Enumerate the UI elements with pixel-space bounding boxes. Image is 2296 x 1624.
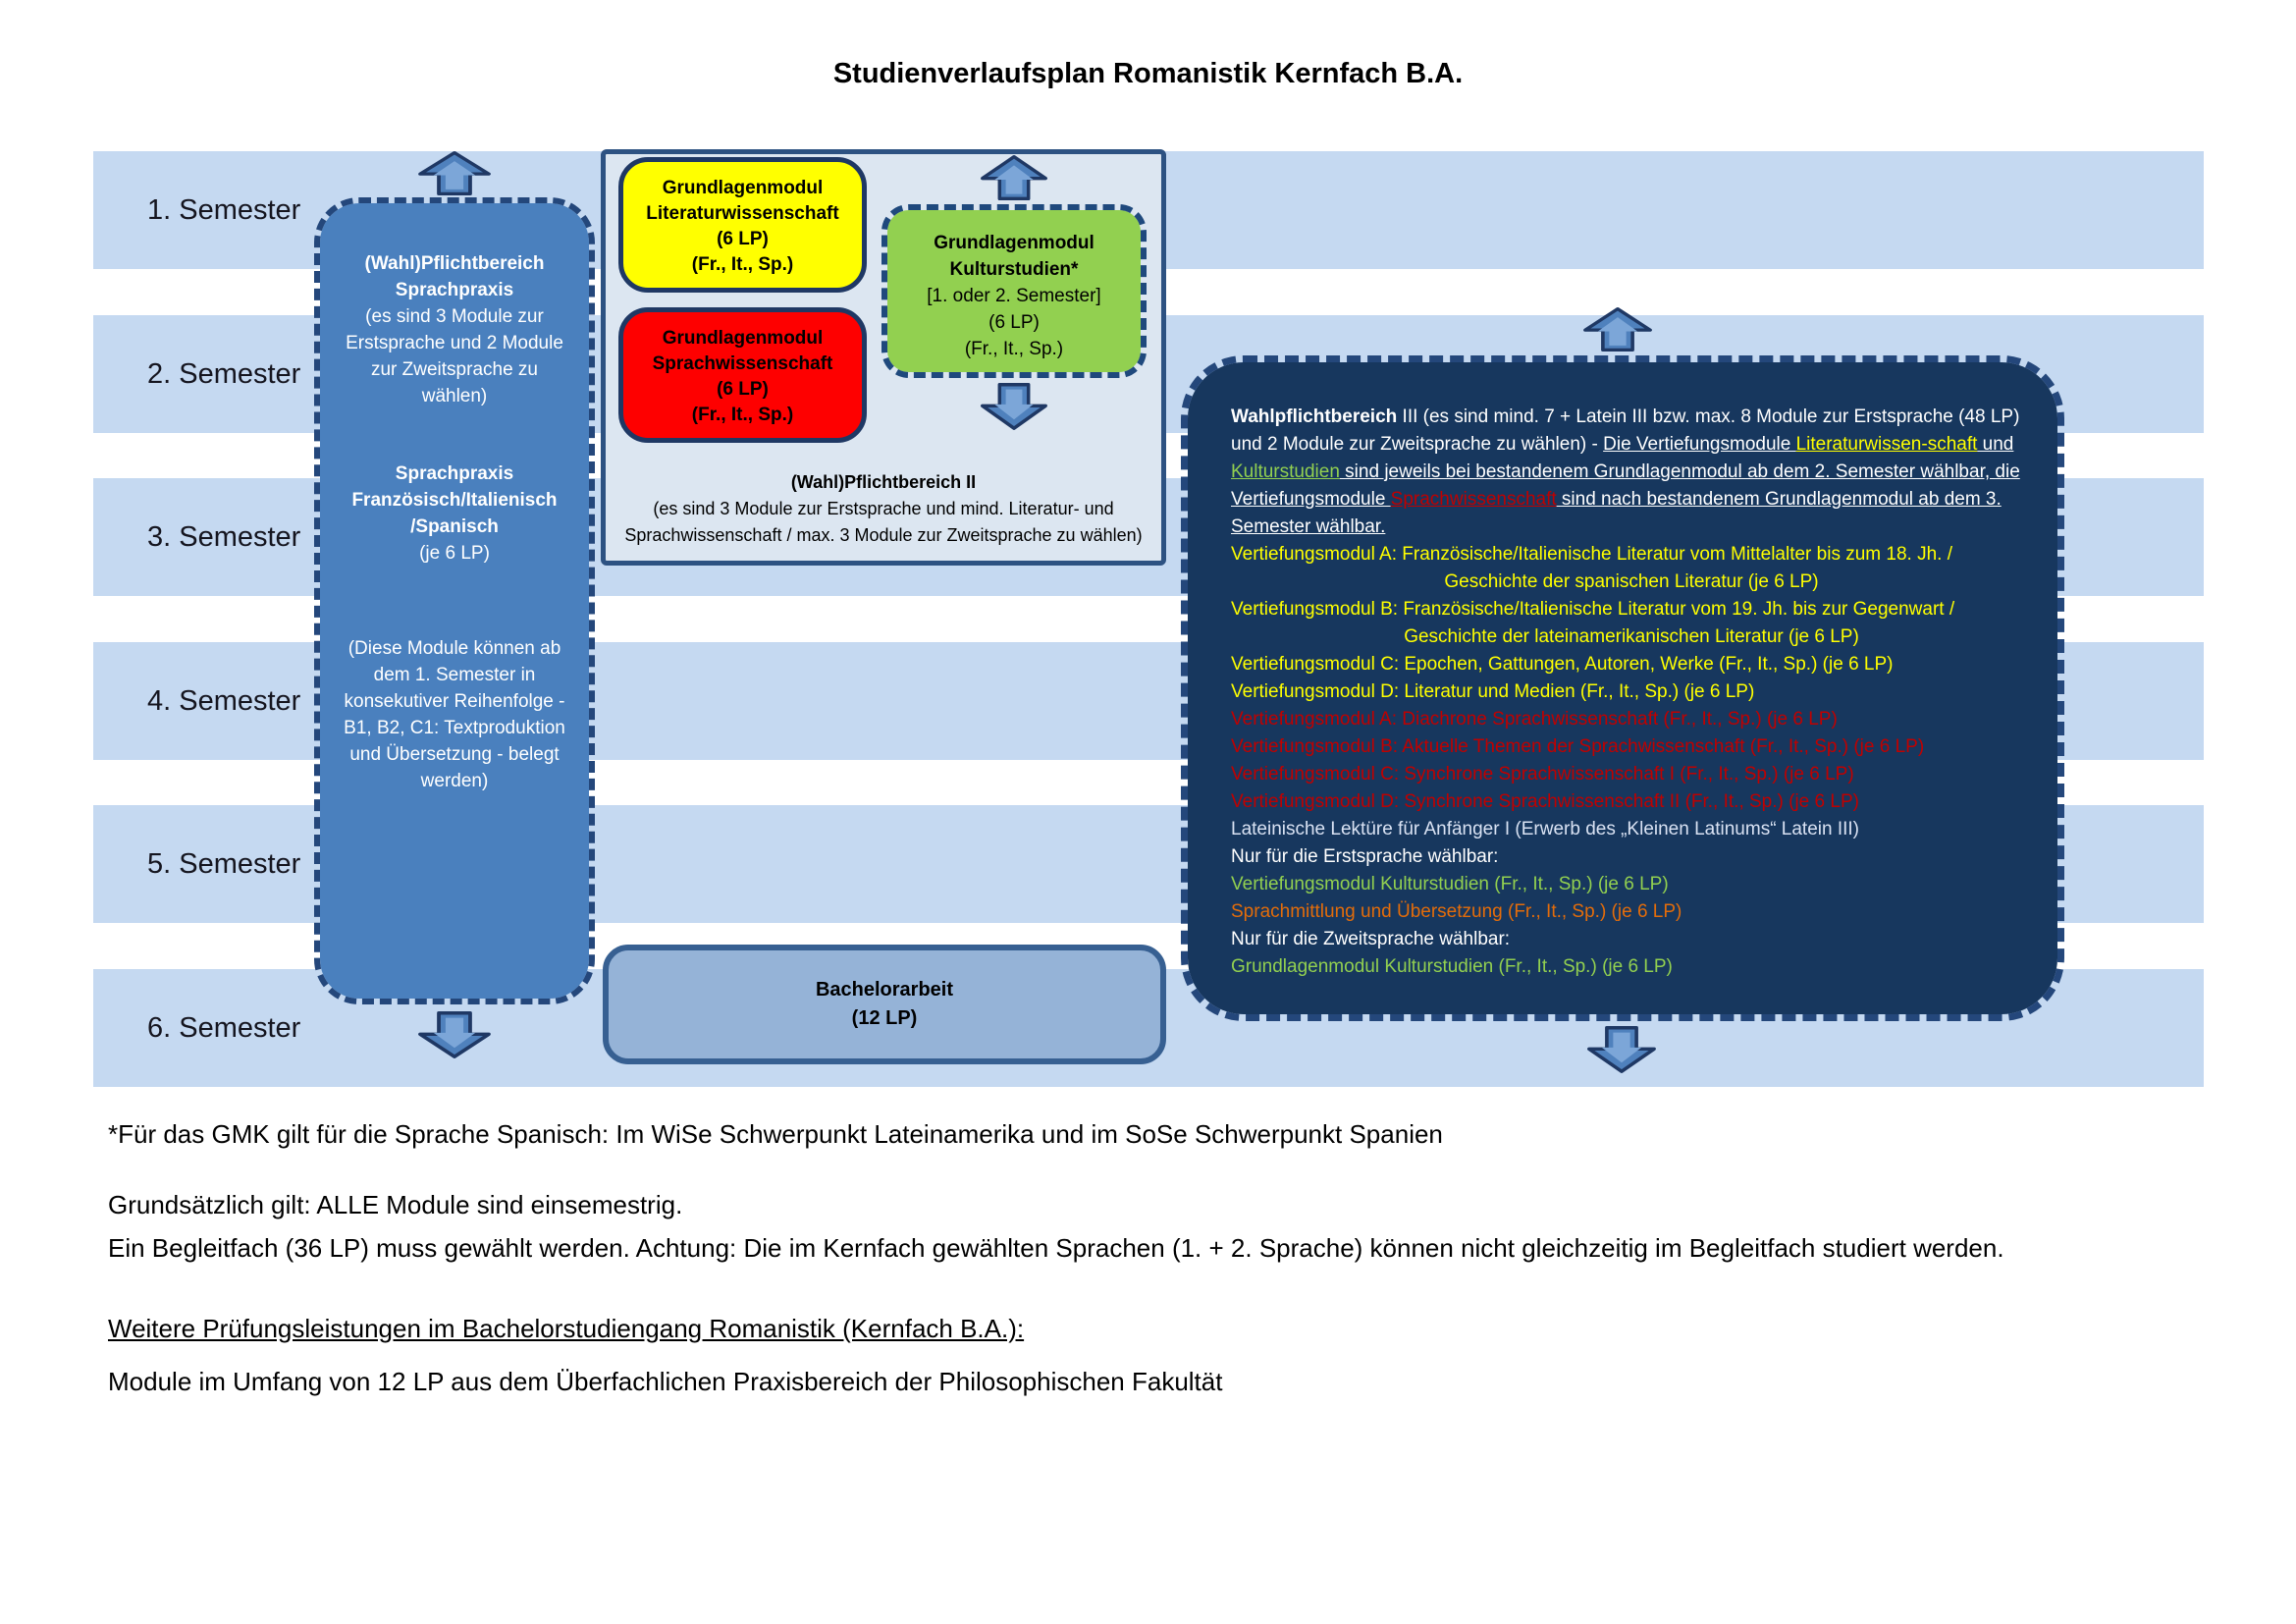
footnote-rule1: Grundsätzlich gilt: ALLE Module sind einsemestrig. bbox=[108, 1190, 683, 1219]
module-line: [1. oder 2. Semester] bbox=[927, 286, 1101, 306]
sprachpraxis-lp: (je 6 LP) bbox=[419, 543, 490, 564]
wahlpflichtbereich-2-note1: (es sind 3 Module zur Erstsprache und mind. Literatur- und bbox=[653, 499, 1114, 518]
wahlpflichtbereich-3-module-list bbox=[1231, 541, 2032, 981]
sprachpraxis-note: (es sind 3 Module zur Erstsprache und 2 Module zur Zweitsprache zu wählen) bbox=[346, 306, 563, 406]
module-line: (Fr., It., Sp.) bbox=[691, 254, 794, 275]
spacer bbox=[340, 409, 569, 460]
intro-segment: sind nach bestandenem Grundlagenmodul ab dem 3. Semester wählbar. bbox=[1231, 489, 2002, 537]
module-list-line: Grundlagenmodul Kulturstudien (Fr., It., Sp.) (je 6 LP) bbox=[1231, 956, 1673, 977]
sprachpraxis-title2: Sprachpraxis bbox=[395, 280, 514, 300]
intro-segment: sind jeweils bei bestandenem Grundlagenmodul ab dem 2. Semester wählbar, die Vertiefungsmodule bbox=[1231, 461, 2020, 510]
module-list-line: Nur für die Zweitsprache wählbar: bbox=[1231, 929, 1511, 949]
arrow-down-icon bbox=[980, 382, 1048, 431]
arrow-up-icon bbox=[980, 154, 1048, 201]
module-line: (Fr., It., Sp.) bbox=[964, 339, 1064, 359]
sprachpraxis-box bbox=[314, 197, 595, 1004]
module-list-line: Geschichte der spanischen Literatur (je 6 LP) bbox=[1444, 571, 1819, 592]
intro-segment: Wahlpflichtbereich bbox=[1231, 406, 1398, 427]
intro-segment: Die Vertiefungsmodule bbox=[1603, 434, 1796, 455]
wahlpflichtbereich-3-box bbox=[1181, 355, 2064, 1021]
arrow-down-icon bbox=[1586, 1025, 1657, 1074]
semester-label: 2. Semester bbox=[147, 357, 301, 390]
arrow-down-icon bbox=[417, 1010, 492, 1059]
footnote-rule3: Module im Umfang von 12 LP aus dem Überfachlichen Praxisbereich der Philosophischen Fakultät bbox=[108, 1367, 1223, 1396]
module-list-line: Geschichte der lateinamerikanischen Literatur (je 6 LP) bbox=[1404, 626, 1859, 647]
module-list-line: Vertiefungsmodul C: Synchrone Sprachwissenschaft I (Fr., It., Sp.) (je 6 LP) bbox=[1231, 764, 1854, 785]
semester-label: 6. Semester bbox=[147, 1011, 301, 1044]
grundlagenmodul-kulturstudien-box bbox=[881, 204, 1147, 378]
module-line: (6 LP) bbox=[988, 312, 1040, 333]
module-list-line: Sprachmittlung und Übersetzung (Fr., It., Sp.) (je 6 LP) bbox=[1231, 901, 1682, 922]
footnote-rule2: Ein Begleitfach (36 LP) muss gewählt werden. Achtung: Die im Kernfach gewählten Sprachen (1. + 2. Sprache) können nicht gleichzeitig im Begleitfach studiert werden. bbox=[108, 1233, 2004, 1263]
module-list-line: Lateinische Lektüre für Anfänger I (Erwerb des „Kleinen Latinums“ Latein III) bbox=[1231, 819, 1860, 839]
module-list-line: Vertiefungsmodul C: Epochen, Gattungen, Autoren, Werke (Fr., It., Sp.) (je 6 LP) bbox=[1231, 654, 1894, 675]
module-list-line: Vertiefungsmodul B: Aktuelle Themen der Sprachwissenschaft (Fr., It., Sp.) (je 6 LP) bbox=[1231, 736, 1925, 757]
spacer bbox=[340, 567, 569, 635]
sprachpraxis-title: (Wahl)Pflichtbereich bbox=[364, 253, 545, 274]
semester-label: 3. Semester bbox=[147, 520, 301, 553]
sprachpraxis-sub1: Sprachpraxis bbox=[395, 463, 514, 484]
intro-segment: Literaturwissen-schaft bbox=[1795, 434, 1978, 455]
module-list-line: Nur für die Erstsprache wählbar: bbox=[1231, 846, 1499, 867]
footnote-heading: Weitere Prüfungsleistungen im Bachelorstudiengang Romanistik (Kernfach B.A.): bbox=[108, 1314, 1025, 1343]
intro-segment: und bbox=[1977, 434, 2014, 455]
module-line: Kulturstudien* bbox=[949, 259, 1079, 280]
module-list-line: Vertiefungsmodul A: Französische/Italienische Literatur vom Mittelalter bis zum 18. Jh. / bbox=[1231, 544, 1952, 565]
module-list-line: Vertiefungsmodul D: Synchrone Sprachwissenschaft II (Fr., It., Sp.) (je 6 LP) bbox=[1231, 791, 1859, 812]
sprachpraxis-sub3: /Spanisch bbox=[410, 516, 499, 537]
module-line: Literaturwissenschaft bbox=[646, 203, 839, 224]
bachelorarbeit-title: Bachelorarbeit bbox=[815, 979, 954, 1001]
intro-segment: III (es sind mind. 7 + Latein III bzw. max. 8 Module zur Erstsprache (48 LP) und 2 Module zur Zweitsprache zu wählen) - bbox=[1231, 406, 2020, 455]
module-line: Sprachwissenschaft bbox=[652, 353, 833, 374]
module-line: (Fr., It., Sp.) bbox=[691, 405, 794, 425]
module-line: Grundlagenmodul bbox=[662, 178, 824, 198]
wahlpflichtbereich-3-intro bbox=[1231, 404, 2032, 541]
bachelorarbeit-lp: (12 LP) bbox=[851, 1007, 918, 1029]
sprachpraxis-sub2: Französisch/Italienisch bbox=[351, 490, 558, 511]
semester-label: 5. Semester bbox=[147, 847, 301, 880]
semester-label: 4. Semester bbox=[147, 684, 301, 717]
module-list-line: Vertiefungsmodul Kulturstudien (Fr., It., Sp.) (je 6 LP) bbox=[1231, 874, 1669, 894]
grundlagenmodul-sprachwissenschaft-box bbox=[618, 307, 867, 443]
wahlpflichtbereich-2-title: (Wahl)Pflichtbereich II bbox=[790, 472, 977, 492]
module-list-line: Vertiefungsmodul A: Diachrone Sprachwissenschaft (Fr., It., Sp.) (je 6 LP) bbox=[1231, 709, 1838, 730]
intro-segment: Sprachwissenschaft bbox=[1390, 489, 1557, 510]
bachelorarbeit-box bbox=[603, 945, 1166, 1064]
intro-segment: Kulturstudien bbox=[1231, 461, 1340, 482]
arrow-up-icon bbox=[1582, 306, 1653, 352]
wahlpflichtbereich-2-note2: Sprachwissenschaft / max. 3 Module zur Zweitsprache zu wählen) bbox=[624, 525, 1143, 545]
arrow-up-icon bbox=[417, 150, 492, 196]
grundlagenmodul-literaturwissenschaft-box bbox=[618, 157, 867, 293]
module-list-line: Vertiefungsmodul D: Literatur und Medien (Fr., It., Sp.) (je 6 LP) bbox=[1231, 681, 1755, 702]
module-line: Grundlagenmodul bbox=[934, 233, 1095, 253]
wahlpflichtbereich-2-label bbox=[611, 469, 1156, 549]
module-list-line: Vertiefungsmodul B: Französische/Italienische Literatur vom 19. Jh. bis zur Gegenwart / bbox=[1231, 599, 1955, 620]
footnote-gmk: *Für das GMK gilt für die Sprache Spanisch: Im WiSe Schwerpunkt Lateinamerika und im SoSe Schwerpunkt Spanien bbox=[108, 1119, 1443, 1149]
module-line: (6 LP) bbox=[717, 379, 769, 400]
page-title: Studienverlaufsplan Romanistik Kernfach B.A. bbox=[832, 58, 1464, 90]
sprachpraxis-note2: (Diese Module können ab dem 1. Semester in konsekutiver Reihenfolge - B1, B2, C1: Textproduktion und Übersetzung - belegt werden) bbox=[344, 638, 565, 791]
module-line: (6 LP) bbox=[717, 229, 769, 249]
module-line: Grundlagenmodul bbox=[662, 328, 824, 349]
semester-label: 1. Semester bbox=[147, 193, 301, 226]
